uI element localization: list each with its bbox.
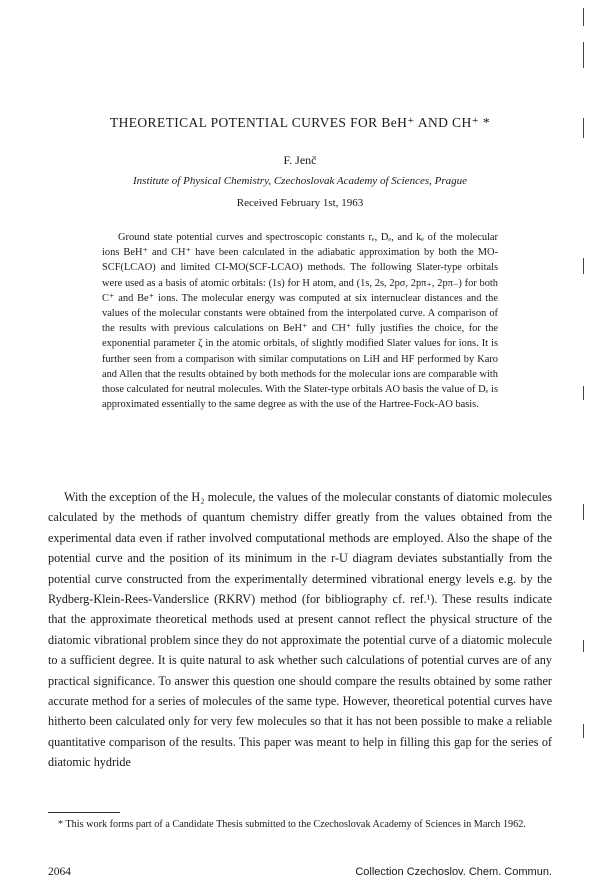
abstract-text: Ground state potential curves and spectroscopic constants rₑ, Dₑ, and kₑ of the molecular ions BeH⁺ and CH⁺ have been calculated in the adiabatic approximation by both the MO-SCF(LCAO) and limited CI-MO(SCF-LCAO) methods. The following Slater-type orbitals were used as a basis of atomic orbitals: (1s) for H atom, and (1s, 2s, 2pσ, 2pπ₊, 2pπ₋) for both C⁺ and Be⁺ ions. The molecular energy was computed at six internuclear distances and the values of the molecular constants were obtained from the interpolated curve. A comparison of the results with previous calculations on BeH⁺ and CH⁺ fully justifies the choice, for the exponential parameter ζ in the atomic orbitals, of slightly modified Slater values for ions. It is further seen from a comparison with similar computations on LiH and HF performed by Karo and Allen that the results obtained by both methods for the molecular ions are comparable with those calculated for neutral molecules. With the Slater-type orbitals AO basis the value of Dₑ is approximated essentially to the same degree as with the use of the Hartree-Fock-AO basis. <box>102 232 498 411</box>
margin-mark <box>583 386 584 400</box>
received-date: Received February 1st, 1963 <box>236 197 364 209</box>
page-number: 2064 <box>48 866 71 878</box>
footnote <box>48 818 552 832</box>
abstract <box>102 230 498 412</box>
margin-mark <box>583 42 584 68</box>
author-affiliation: Institute of Physical Chemistry, Czechoslovak Academy of Sciences, Prague <box>133 175 467 187</box>
margin-mark <box>583 504 584 520</box>
footnote-rule <box>48 812 120 813</box>
body-text <box>48 487 552 773</box>
footnote-text: * This work forms part of a Candidate Thesis submitted to the Czechoslovak Academy of Sciences in March 1962. <box>58 819 526 830</box>
margin-mark <box>583 724 584 738</box>
paper-title: THEORETICAL POTENTIAL CURVES FOR BeH⁺ AND CH⁺ * <box>109 115 491 130</box>
margin-mark <box>583 118 584 138</box>
margin-mark <box>583 258 584 274</box>
author-name: F. Jenč <box>283 153 317 167</box>
margin-mark <box>583 8 584 26</box>
journal-name: Collection Czechoslov. Chem. Commun. <box>355 866 552 878</box>
margin-mark <box>583 640 584 652</box>
body-paragraph: With the exception of the H₂ molecule, the values of the molecular constants of diatomic molecules calculated by the methods of quantum chemistry differ greatly from the values obtained from the experimental data even if rather involved computational methods are employed. Also the shape of the potential curve and the position of its minimum in the r-U diagram deviates substantially from the potential curve constructed from the experimentally determined vibrational energy levels e.g. by the Rydberg-Klein-Rees-Vanderslice (RKRV) method (for bibliography cf. ref.¹). These results indicate that the approximate theoretical methods used at present cannot reflect the physical structure of the diatomic vibrational problem since they do not approximate the potential curve of a diatomic molecule to a sufficient degree. It is quite natural to ask whether such calculations of potential curves are of any practical significance. To answer this question one should compare the results obtained by some rather accurate method for a series of molecules of the same type. However, theoretical potential curves have hitherto been calculated only for very few molecules so that it has not been possible to make a reliable quantitative comparison of the results. This paper was meant to help in filling this gap for the series of diatomic hydride <box>48 490 552 770</box>
